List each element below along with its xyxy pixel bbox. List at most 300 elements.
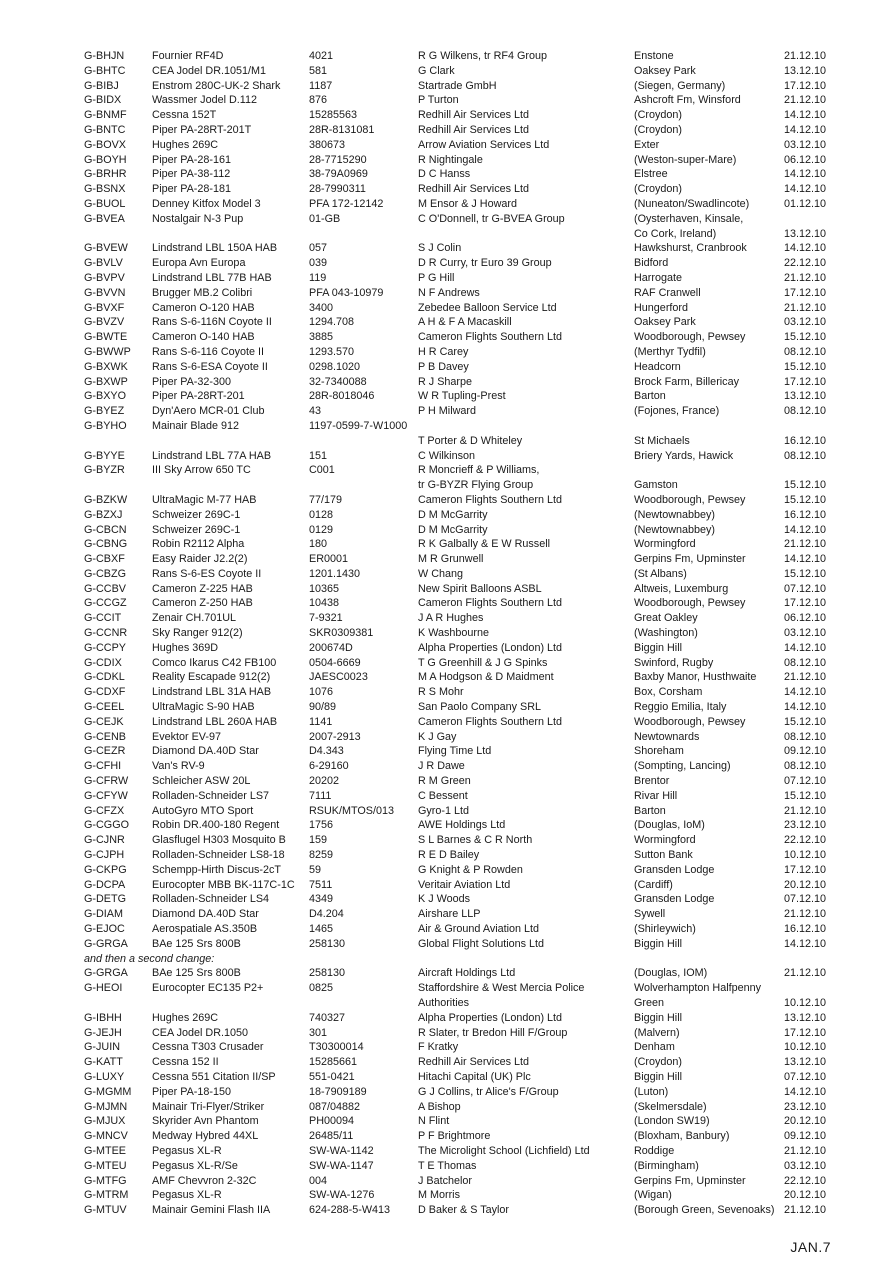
registration-cell: G-MGMM	[84, 1085, 132, 1098]
aircraft-type-cell: Cessna 152 II	[152, 1056, 219, 1069]
constructor-number-cell: 15285661	[309, 1056, 358, 1069]
aircraft-type-cell: Zenair CH.701UL	[152, 612, 237, 625]
table-row	[84, 848, 844, 863]
aircraft-type-cell: Cameron Z-250 HAB	[152, 597, 253, 610]
table-row	[84, 1203, 844, 1218]
aircraft-type-cell: Rans S-6-ESA Coyote II	[152, 360, 268, 373]
aircraft-type-cell: Reality Escapade 912(2)	[152, 671, 271, 684]
date-cell: 14.12.10	[784, 123, 827, 136]
location-cell: Gransden Lodge	[634, 863, 715, 876]
location-cell: Hawkshurst, Cranbrook	[634, 242, 747, 255]
location-cell: (Cardiff)	[634, 878, 673, 891]
registration-cell: G-HEOI	[84, 982, 123, 995]
date-cell: 15.12.10	[784, 715, 827, 728]
aircraft-type-cell: Skyrider Avn Phantom	[152, 1115, 259, 1128]
date-cell: 13.12.10	[784, 227, 827, 240]
owner-cell: Cameron Flights Southern Ltd	[418, 715, 563, 728]
registration-cell: G-CFHI	[84, 760, 122, 773]
table-row	[84, 863, 844, 878]
date-cell: 10.12.10	[784, 997, 827, 1009]
registration-cell: G-BSNX	[84, 183, 126, 196]
registration-cell: G-CCPY	[84, 641, 126, 654]
date-cell: 08.12.10	[784, 449, 827, 462]
aircraft-type-cell: III Sky Arrow 650 TC	[152, 464, 251, 477]
owner-cell: T E Thomas	[418, 1159, 477, 1172]
owner-cell: P G Hill	[418, 271, 455, 284]
registration-cell: G-BYZR	[84, 464, 125, 477]
registration-cell: G-BVPV	[84, 271, 125, 284]
location-cell: Harrogate	[634, 271, 683, 284]
table-row	[84, 700, 844, 715]
registration-cell: G-BNTC	[84, 123, 126, 136]
owner-cell: D M McGarrity	[418, 523, 488, 536]
table-row	[84, 611, 844, 626]
owner-cell: H R Carey	[418, 345, 469, 358]
table-row	[84, 182, 844, 197]
table-row	[84, 804, 844, 819]
location-cell: Green	[634, 997, 665, 1009]
constructor-number-cell: 200674D	[309, 641, 353, 654]
table-row	[84, 301, 844, 316]
location-cell: (Borough Green, Sevenoaks)	[634, 1204, 775, 1217]
location-cell: Oaksey Park	[634, 64, 696, 77]
aircraft-type-cell: Lindstrand LBL 77B HAB	[152, 271, 272, 284]
owner-cell: The Microlight School (Lichfield) Ltd	[418, 1144, 590, 1157]
owner-cell: M Ensor & J Howard	[418, 197, 518, 210]
location-cell: Altweis, Luxemburg	[634, 582, 729, 595]
owner-cell: P Turton	[418, 94, 459, 107]
date-cell: 17.12.10	[784, 1026, 827, 1039]
registration-cell: G-CBZG	[84, 567, 126, 580]
register-table	[84, 49, 844, 1218]
constructor-number-cell: 380673	[309, 138, 346, 151]
location-cell: (Merthyr Tydfil)	[634, 345, 706, 358]
aircraft-type-cell: Fournier RF4D	[152, 50, 224, 62]
location-cell: Great Oakley	[634, 612, 698, 625]
owner-cell: Gyro-1 Ltd	[418, 804, 470, 817]
registration-cell: G-BXYO	[84, 390, 126, 403]
aircraft-type-cell: Van's RV-9	[152, 760, 205, 773]
location-cell: Shoreham	[634, 745, 684, 758]
table-row	[84, 167, 844, 182]
aircraft-type-cell: Comco Ikarus C42 FB100	[152, 656, 277, 669]
owner-cell: R Moncrieff & P Williams,	[418, 464, 540, 477]
table-row	[84, 937, 844, 952]
location-cell: (Newtownabbey)	[634, 523, 716, 536]
aircraft-type-cell: Rans S-6-116 Coyote II	[152, 345, 265, 358]
registration-cell: G-BYHO	[84, 419, 127, 432]
table-row	[84, 1011, 844, 1026]
registration-cell: G-MJMN	[84, 1100, 128, 1113]
table-row	[84, 981, 844, 996]
registration-cell: G-BOVX	[84, 138, 126, 151]
date-cell: 14.12.10	[784, 937, 827, 950]
table-row	[84, 596, 844, 611]
date-cell: 21.12.10	[784, 271, 827, 284]
location-cell: Barton	[634, 390, 666, 403]
constructor-number-cell: 1187	[309, 79, 333, 92]
date-cell: 06.12.10	[784, 612, 827, 625]
location-cell: Hungerford	[634, 301, 689, 314]
date-cell: 17.12.10	[784, 863, 827, 876]
date-cell: 08.12.10	[784, 730, 827, 743]
table-row	[84, 419, 844, 434]
registration-cell: G-BHJN	[84, 50, 125, 62]
location-cell: (London SW19)	[634, 1115, 710, 1128]
owner-cell: Redhill Air Services Ltd	[418, 1056, 530, 1069]
owner-cell: G Clark	[418, 64, 455, 77]
constructor-number-cell: 1076	[309, 686, 334, 699]
constructor-number-cell: 7111	[309, 789, 332, 802]
aircraft-type-cell: Denney Kitfox Model 3	[152, 197, 261, 210]
registration-cell: G-DIAM	[84, 908, 123, 921]
location-cell: (Washington)	[634, 627, 698, 640]
aircraft-type-cell: Wassmer Jodel D.112	[152, 94, 258, 107]
table-row	[84, 730, 844, 745]
owner-cell: J R Dawe	[418, 760, 465, 773]
registration-cell: G-CEEL	[84, 701, 125, 714]
aircraft-type-cell: Pegasus XL-R/Se	[152, 1159, 238, 1172]
location-cell: Wolverhampton Halfpenny	[634, 982, 762, 995]
aircraft-type-cell: Piper PA-18-150	[152, 1085, 232, 1098]
constructor-number-cell: 43	[309, 405, 322, 418]
aircraft-type-cell: Lindstrand LBL 150A HAB	[152, 242, 278, 255]
location-cell: Enstone	[634, 50, 674, 62]
aircraft-type-cell: UltraMagic S-90 HAB	[152, 701, 255, 714]
location-cell: Newtownards	[634, 730, 700, 743]
date-cell: 03.12.10	[784, 316, 827, 329]
location-cell: (Croydon)	[634, 1056, 683, 1069]
registration-cell: G-BIBJ	[84, 79, 119, 92]
owner-cell: San Paolo Company SRL	[418, 701, 542, 714]
table-row	[84, 79, 844, 94]
table-row	[84, 567, 844, 582]
aircraft-type-cell: BAe 125 Srs 800B	[152, 937, 241, 950]
aircraft-type-cell: Mainair Gemini Flash IIA	[152, 1204, 271, 1217]
location-cell: Briery Yards, Hawick	[634, 449, 734, 462]
date-cell: 23.12.10	[784, 819, 827, 832]
table-row	[84, 1188, 844, 1203]
constructor-number-cell: 039	[309, 257, 328, 270]
location-cell: Baxby Manor, Husthwaite	[634, 671, 757, 684]
aircraft-type-cell: AutoGyro MTO Sport	[152, 804, 254, 817]
registration-cell: G-CJPH	[84, 849, 125, 862]
date-cell: 07.12.10	[784, 1070, 827, 1083]
date-cell: 06.12.10	[784, 153, 827, 166]
owner-cell: Cameron Flights Southern Ltd	[418, 493, 563, 506]
registration-cell: G-LUXY	[84, 1070, 125, 1083]
owner-cell: P B Davey	[418, 360, 469, 373]
location-cell: (Douglas, IOM)	[634, 967, 708, 980]
date-cell: 15.12.10	[784, 479, 827, 492]
table-row	[84, 523, 844, 538]
owner-cell: Alpha Properties (London) Ltd	[418, 641, 563, 654]
registration-cell: G-DETG	[84, 893, 126, 906]
location-cell: Bidford	[634, 257, 669, 270]
constructor-number-cell: ER0001	[309, 553, 349, 566]
table-row	[84, 404, 844, 419]
registration-cell: G-CGGO	[84, 819, 129, 832]
date-cell: 17.12.10	[784, 286, 827, 299]
registration-cell: G-MJUX	[84, 1115, 126, 1128]
date-cell: 20.12.10	[784, 1189, 827, 1202]
constructor-number-cell: 581	[309, 64, 328, 77]
owner-cell: Aircraft Holdings Ltd	[418, 967, 516, 980]
owner-cell: C Wilkinson	[418, 449, 475, 462]
constructor-number-cell: 0504-6669	[309, 656, 361, 669]
constructor-number-cell: 4349	[309, 893, 334, 906]
date-cell: 13.12.10	[784, 1056, 827, 1069]
owner-cell: S L Barnes & C R North	[418, 834, 533, 847]
owner-cell: Hitachi Capital (UK) Plc	[418, 1070, 531, 1083]
location-cell: Elstree	[634, 168, 668, 181]
aircraft-type-cell: Europa Avn Europa	[152, 257, 246, 270]
date-cell: 16.12.10	[784, 508, 827, 521]
table-row	[84, 212, 844, 227]
aircraft-type-cell: Piper PA-28RT-201T	[152, 123, 252, 136]
aircraft-type-cell: Dyn'Aero MCR-01 Club	[152, 405, 265, 418]
registration-cell: G-BVEW	[84, 242, 128, 255]
table-row	[84, 1159, 844, 1174]
location-cell: Biggin Hill	[634, 1011, 683, 1024]
table-row	[84, 833, 844, 848]
owner-cell: Air & Ground Aviation Ltd	[418, 923, 540, 936]
location-cell: Woodborough, Pewsey	[634, 331, 746, 344]
location-cell: Biggin Hill	[634, 1070, 683, 1083]
location-cell: (Wigan)	[634, 1189, 672, 1202]
registration-cell: G-CKPG	[84, 863, 127, 876]
section-note: and then a second change:	[84, 952, 215, 965]
table-row	[84, 345, 844, 360]
aircraft-type-cell: Medway Hybred 44XL	[152, 1130, 259, 1143]
registration-cell: G-BVEA	[84, 212, 125, 225]
aircraft-type-cell: Rans S-6-ES Coyote II	[152, 567, 262, 580]
owner-cell: Staffordshire & West Mercia Police	[418, 982, 585, 995]
constructor-number-cell: 8259	[309, 849, 334, 862]
constructor-number-cell: 15285563	[309, 109, 358, 122]
date-cell: 08.12.10	[784, 345, 827, 358]
constructor-number-cell: 258130	[309, 967, 346, 980]
owner-cell: Redhill Air Services Ltd	[418, 123, 530, 136]
owner-cell: C Bessent	[418, 789, 468, 802]
owner-cell: T G Greenhill & J G Spinks	[418, 656, 548, 669]
aircraft-type-cell: Piper PA-28-161	[152, 153, 232, 166]
date-cell: 09.12.10	[784, 1130, 827, 1143]
table-row	[84, 49, 844, 64]
owner-cell: Global Flight Solutions Ltd	[418, 937, 545, 950]
registration-cell: G-CBNG	[84, 538, 128, 551]
table-row	[84, 123, 844, 138]
table-row	[84, 1026, 844, 1041]
constructor-number-cell: 151	[309, 449, 328, 462]
aircraft-type-cell: Cessna 152T	[152, 109, 217, 122]
date-cell: 17.12.10	[784, 597, 827, 610]
constructor-number-cell: 10365	[309, 582, 340, 595]
registration-cell: G-CENB	[84, 730, 126, 743]
owner-cell: R E D Bailey	[418, 849, 480, 862]
location-cell: Wormingford	[634, 834, 696, 847]
registration-cell: G-BVLV	[84, 257, 123, 270]
location-cell: (Birmingham)	[634, 1159, 699, 1172]
date-cell: 14.12.10	[784, 641, 827, 654]
table-row	[84, 759, 844, 774]
aircraft-type-cell: Schweizer 269C-1	[152, 523, 241, 536]
aircraft-type-cell: Nostalgair N-3 Pup	[152, 212, 244, 225]
registration-cell: G-JEJH	[84, 1026, 122, 1039]
aircraft-type-cell: Rolladen-Schneider LS7	[152, 789, 270, 802]
aircraft-type-cell: Hughes 269C	[152, 138, 219, 151]
aircraft-type-cell: Pegasus XL-R	[152, 1144, 222, 1157]
table-row	[84, 138, 844, 153]
owner-cell: Flying Time Ltd	[418, 745, 492, 758]
table-row	[84, 582, 844, 597]
location-cell: Gamston	[634, 479, 678, 492]
constructor-number-cell: PFA 043-10979	[309, 286, 384, 299]
registration-cell: G-GRGA	[84, 937, 128, 950]
location-cell: (Shirleywich)	[634, 923, 696, 936]
location-cell: Woodborough, Pewsey	[634, 597, 746, 610]
registration-cell: G-BWWP	[84, 345, 131, 358]
table-row	[84, 241, 844, 256]
registration-cell: G-BNMF	[84, 109, 127, 122]
location-cell: Brock Farm, Billericay	[634, 375, 739, 388]
owner-cell: tr G-BYZR Flying Group	[418, 479, 534, 492]
constructor-number-cell: 624-288-5-W413	[309, 1204, 391, 1217]
owner-cell: T Porter & D Whiteley	[418, 434, 523, 447]
constructor-number-cell: 876	[309, 94, 328, 107]
registration-cell: G-CBCN	[84, 523, 127, 536]
constructor-number-cell: PH00094	[309, 1115, 355, 1128]
table-row	[84, 656, 844, 671]
location-cell: Barton	[634, 804, 666, 817]
owner-cell: Redhill Air Services Ltd	[418, 109, 530, 122]
table-row	[84, 537, 844, 552]
aircraft-type-cell: Cameron O-140 HAB	[152, 331, 255, 344]
date-cell: 22.12.10	[784, 257, 827, 270]
aircraft-type-cell: Mainair Tri-Flyer/Striker	[152, 1100, 265, 1113]
location-cell: (Croydon)	[634, 183, 683, 196]
aircraft-type-cell: Schleicher ASW 20L	[152, 775, 251, 788]
registration-cell: G-BHTC	[84, 64, 126, 77]
registration-cell: G-BXWP	[84, 375, 128, 388]
owner-cell: Authorities	[418, 997, 470, 1009]
table-row	[84, 789, 844, 804]
date-cell: 16.12.10	[784, 434, 827, 447]
table-row	[84, 996, 844, 1011]
table-row	[84, 1129, 844, 1144]
owner-cell: R M Green	[418, 775, 471, 788]
constructor-number-cell: SW-WA-1276	[309, 1189, 375, 1202]
aircraft-type-cell: Sky Ranger 912(2)	[152, 627, 243, 640]
date-cell: 07.12.10	[784, 893, 827, 906]
aircraft-type-cell: Schweizer 269C-1	[152, 508, 241, 521]
owner-cell: R G Wilkens, tr RF4 Group	[418, 50, 547, 62]
registration-cell: G-CDXF	[84, 686, 126, 699]
aircraft-type-cell: Cameron Z-225 HAB	[152, 582, 253, 595]
table-row	[84, 966, 844, 981]
table-row	[84, 907, 844, 922]
owner-cell: J A R Hughes	[418, 612, 484, 625]
constructor-number-cell: 20202	[309, 775, 340, 788]
aircraft-type-cell: Easy Raider J2.2(2)	[152, 553, 248, 566]
registration-cell: G-BIDX	[84, 94, 122, 107]
aircraft-type-cell: Cameron O-120 HAB	[152, 301, 255, 314]
aircraft-type-cell: Mainair Blade 912	[152, 419, 240, 432]
owner-cell: M R Grunwell	[418, 553, 484, 566]
aircraft-type-cell: Piper PA-32-300	[152, 375, 232, 388]
table-row	[84, 774, 844, 789]
constructor-number-cell: 159	[309, 834, 328, 847]
table-row	[84, 744, 844, 759]
location-cell: St Michaels	[634, 434, 690, 447]
date-cell: 03.12.10	[784, 1159, 827, 1172]
owner-cell: K Washbourne	[418, 627, 490, 640]
aircraft-type-cell: Eurocopter EC135 P2+	[152, 982, 264, 995]
location-cell: Wormingford	[634, 538, 696, 551]
constructor-number-cell: 6-29160	[309, 760, 349, 773]
location-cell: Co Cork, Ireland)	[634, 227, 717, 240]
date-cell: 14.12.10	[784, 701, 827, 714]
location-cell: Sywell	[634, 908, 666, 921]
registration-cell: G-BYYE	[84, 449, 125, 462]
location-cell: (Douglas, IoM)	[634, 819, 705, 832]
table-row	[84, 1070, 844, 1085]
owner-cell: Alpha Properties (London) Ltd	[418, 1011, 563, 1024]
aircraft-type-cell: Hughes 269C	[152, 1011, 219, 1024]
table-row	[84, 552, 844, 567]
location-cell: (Croydon)	[634, 109, 683, 122]
aircraft-type-cell: Diamond DA.40D Star	[152, 745, 259, 758]
date-cell: 13.12.10	[784, 1011, 827, 1024]
constructor-number-cell: 01-GB	[309, 212, 341, 225]
constructor-number-cell: 087/04882	[309, 1100, 361, 1113]
aircraft-type-cell: CEA Jodel DR.1050	[152, 1026, 249, 1039]
registration-cell: G-MTRM	[84, 1189, 129, 1202]
registration-cell: G-EJOC	[84, 923, 125, 936]
registration-cell: G-IBHH	[84, 1011, 122, 1024]
location-cell: (Weston-super-Mare)	[634, 153, 737, 166]
date-cell: 15.12.10	[784, 493, 827, 506]
date-cell: 21.12.10	[784, 671, 827, 684]
owner-cell: P F Brightmore	[418, 1130, 491, 1143]
table-row	[84, 315, 844, 330]
table-row	[84, 892, 844, 907]
location-cell: RAF Cranwell	[634, 286, 701, 299]
owner-cell: R Slater, tr Bredon Hill F/Group	[418, 1026, 568, 1039]
owner-cell: Veritair Aviation Ltd	[418, 878, 511, 891]
registration-cell: G-BOYH	[84, 153, 127, 166]
location-cell: Rivar Hill	[634, 789, 678, 802]
owner-cell: D C Hanss	[418, 168, 471, 181]
owner-cell: D R Curry, tr Euro 39 Group	[418, 257, 552, 270]
registration-cell: G-BVVN	[84, 286, 126, 299]
aircraft-type-cell: Lindstrand LBL 77A HAB	[152, 449, 272, 462]
registration-cell: G-CCGZ	[84, 597, 127, 610]
constructor-number-cell: 258130	[309, 937, 346, 950]
date-cell: 09.12.10	[784, 745, 827, 758]
registration-cell: G-MTUV	[84, 1204, 127, 1217]
table-row	[84, 330, 844, 345]
constructor-number-cell: 77/179	[309, 493, 343, 506]
owner-cell: Arrow Aviation Services Ltd	[418, 138, 550, 151]
constructor-number-cell: 0129	[309, 523, 334, 536]
location-cell: (Fojones, France)	[634, 405, 720, 418]
location-cell: Woodborough, Pewsey	[634, 715, 746, 728]
owner-cell: W Chang	[418, 567, 464, 580]
owner-cell: Cameron Flights Southern Ltd	[418, 331, 563, 344]
constructor-number-cell: 28R-8131081	[309, 123, 375, 136]
aircraft-type-cell: Robin DR.400-180 Regent	[152, 819, 280, 832]
